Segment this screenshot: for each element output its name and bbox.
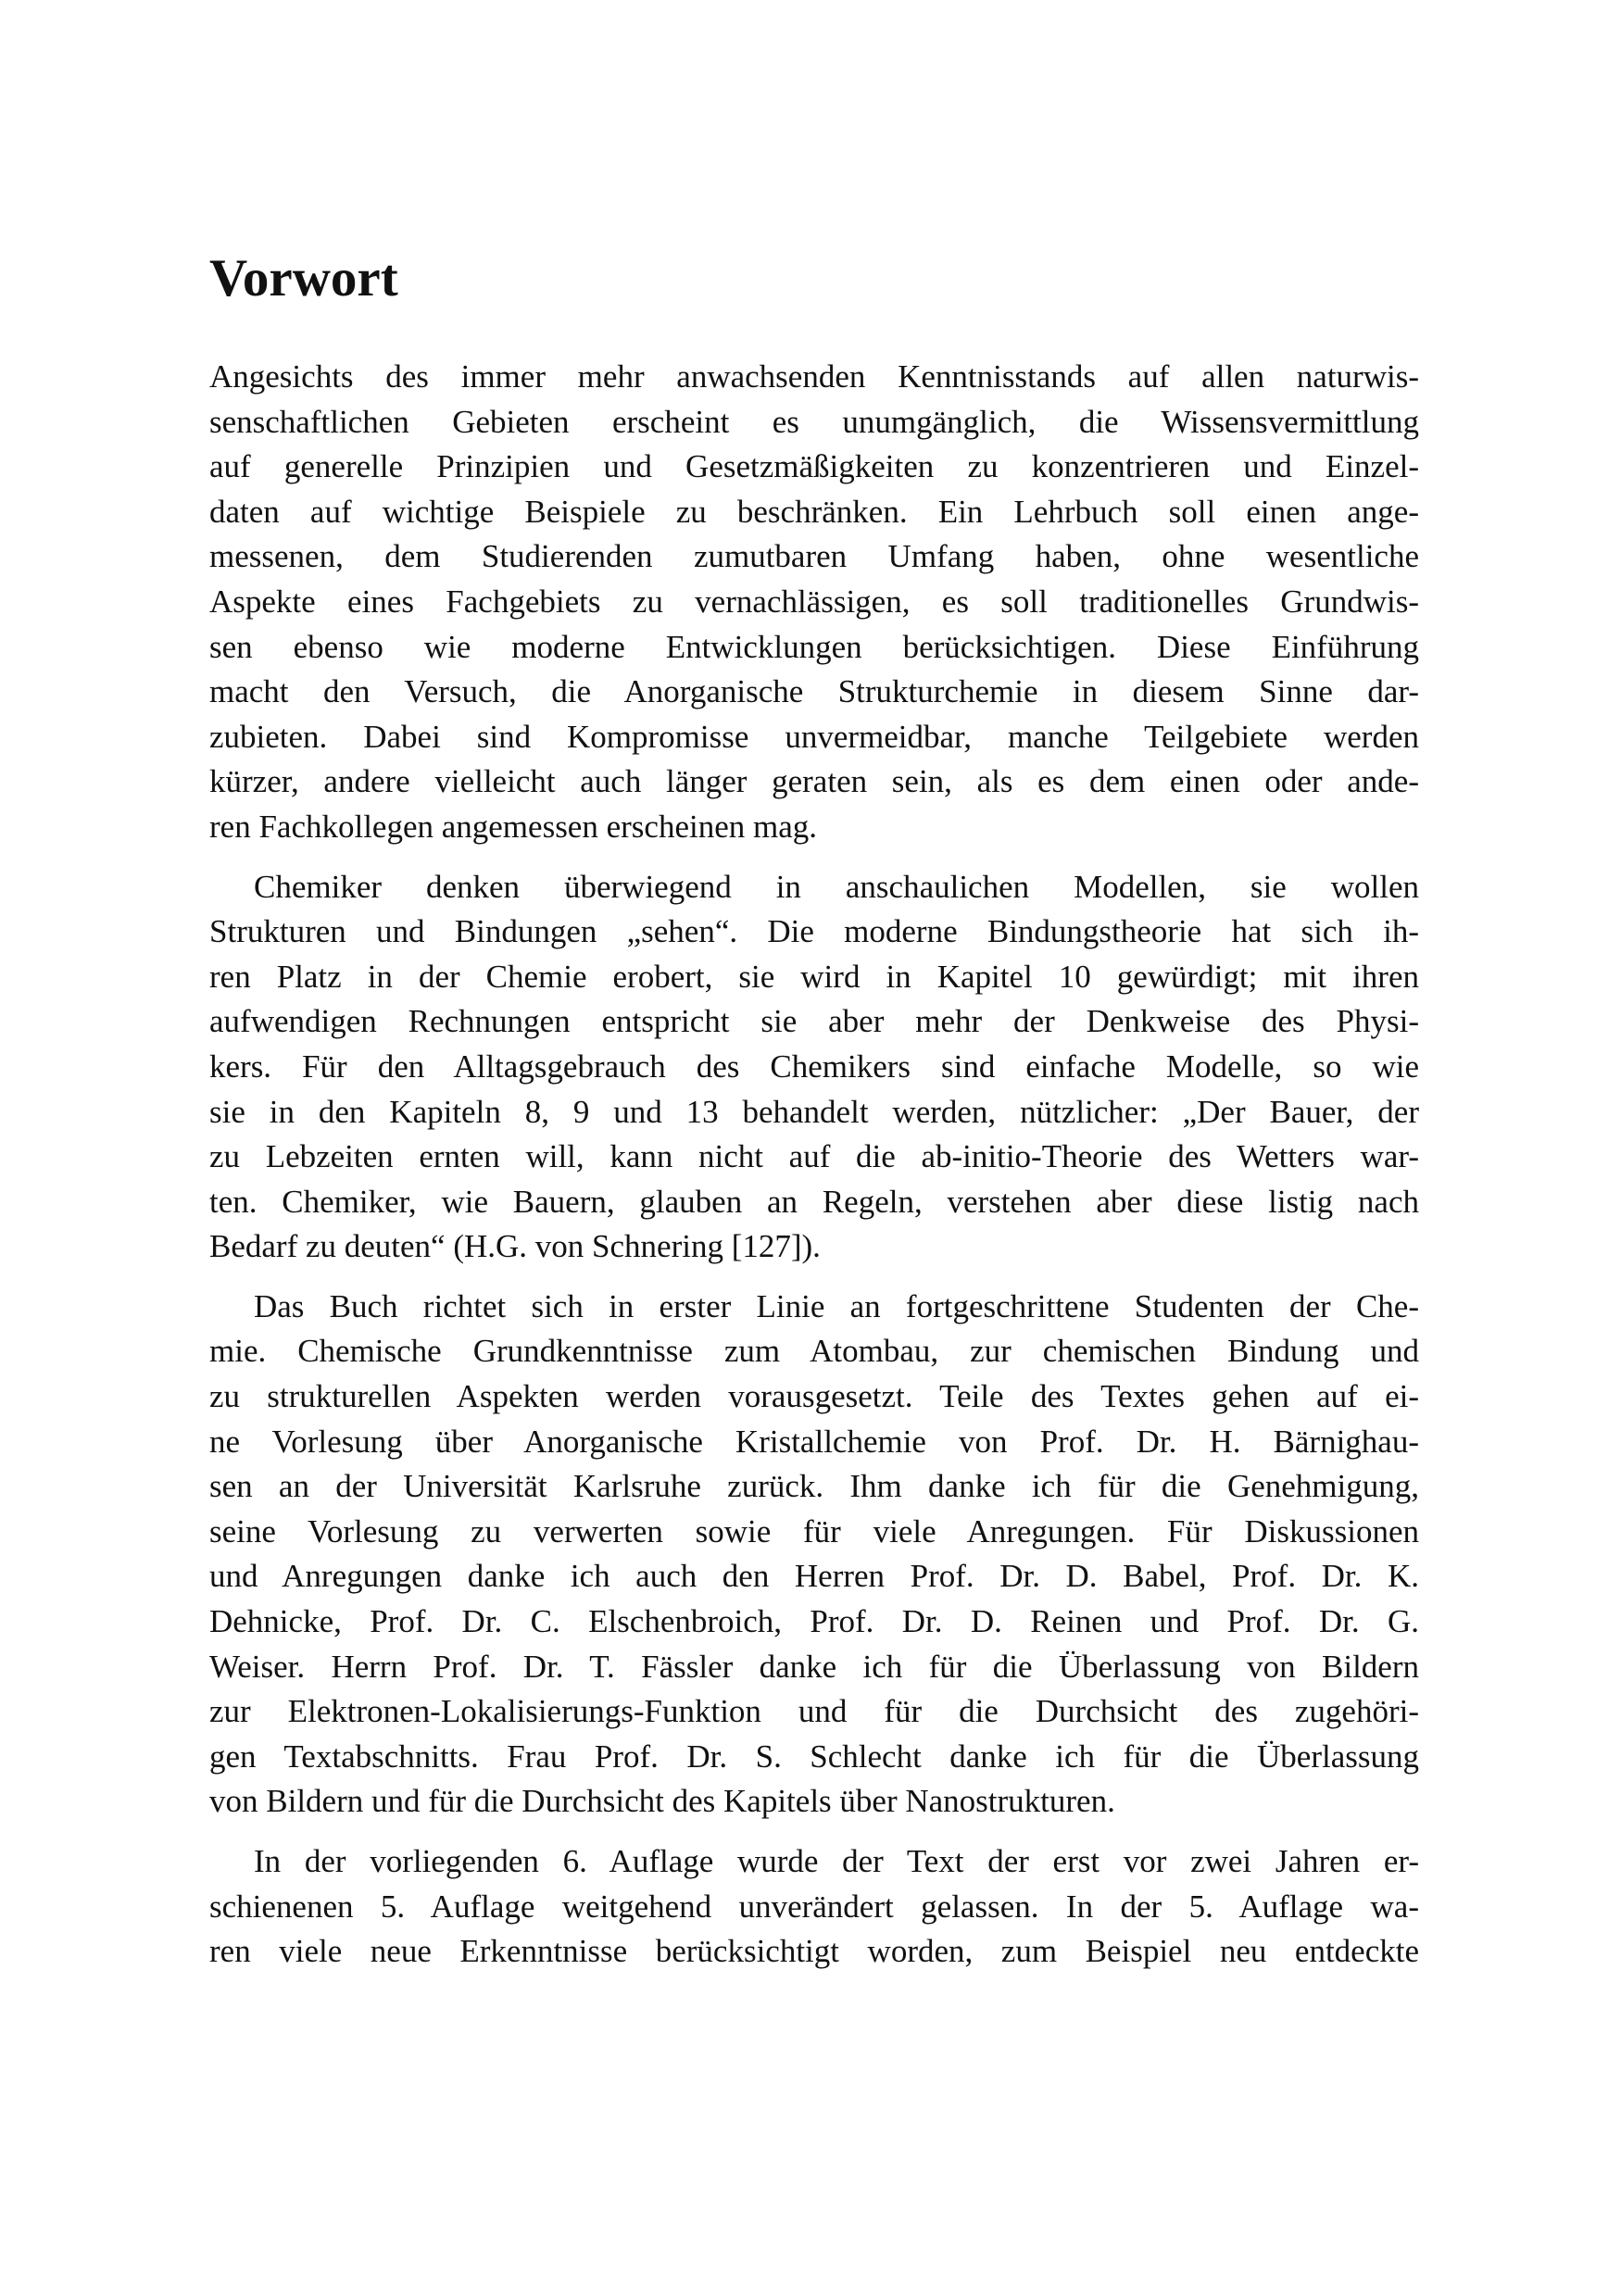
text-line: sen an der Universität Karlsruhe zurück. Ihm danke ich für die Genehmigung, <box>209 1468 1419 1505</box>
text-line: ten. Chemiker, wie Bauern, glauben an Regeln, verstehen aber diese listig nach <box>209 1183 1419 1220</box>
text-line: senschaftlichen Gebieten erscheint es unumgänglich, die Wissensvermittlung <box>209 403 1419 440</box>
text-line: Chemiker denken überwiegend in anschaulichen Modellen, sie wollen <box>254 868 1419 905</box>
text-line: Weiser. Herrn Prof. Dr. T. Fässler danke ich für die Überlassung von Bildern <box>209 1648 1419 1685</box>
text-line: seine Vorlesung zu verwerten sowie für viele Anregungen. Für Diskussionen <box>209 1512 1419 1549</box>
text-line: messenen, dem Studierenden zumutbaren Umfang haben, ohne wesentliche <box>209 538 1419 575</box>
text-line: ren Fachkollegen angemessen erscheinen mag. <box>209 808 817 845</box>
text-line: sie in den Kapiteln 8, 9 und 13 behandelt werden, nützlicher: „Der Bauer, der <box>209 1093 1419 1130</box>
text-line: In der vorliegenden 6. Auflage wurde der Text der erst vor zwei Jahren er- <box>254 1843 1419 1879</box>
text-line: und Anregungen danke ich auch den Herren Prof. Dr. D. Babel, Prof. Dr. K. <box>209 1558 1419 1595</box>
text-line: von Bildern und für die Durchsicht des Kapitels über Nanostrukturen. <box>209 1783 1115 1820</box>
text-line: gen Textabschnitts. Frau Prof. Dr. S. Schlecht danke ich für die Überlassung <box>209 1738 1419 1775</box>
text-line: ren viele neue Erkenntnisse berücksichtigt worden, zum Beispiel neu entdeckte <box>209 1933 1419 1970</box>
text-line: Strukturen und Bindungen „sehen“. Die moderne Bindungstheorie hat sich ih- <box>209 913 1419 950</box>
text-line: Das Buch richtet sich in erster Linie an fortgeschrittene Studenten der Che- <box>254 1287 1419 1324</box>
text-line: Aspekte eines Fachgebiets zu vernachlässigen, es soll traditionelles Grundwis- <box>209 583 1419 620</box>
text-line: ren Platz in der Chemie erobert, sie wird in Kapitel 10 gewürdigt; mit ihren <box>209 958 1419 995</box>
text-line: kürzer, andere vielleicht auch länger geraten sein, als es dem einen oder ande- <box>209 763 1419 800</box>
body-text <box>209 355 1419 1989</box>
paragraph <box>209 1839 1419 1975</box>
text-line: Bedarf zu deuten“ (H.G. von Schnering [127]). <box>209 1228 821 1265</box>
text-line: schienenen 5. Auflage weitgehend unverändert gelassen. In der 5. Auflage wa- <box>209 1888 1419 1925</box>
text-line: zubieten. Dabei sind Kompromisse unvermeidbar, manche Teilgebiete werden <box>209 718 1419 755</box>
text-line: zur Elektronen-Lokalisierungs-Funktion und für die Durchsicht des zugehöri- <box>209 1693 1419 1730</box>
text-line: zu Lebzeiten ernten will, kann nicht auf die ab-initio-Theorie des Wetters war- <box>209 1138 1419 1175</box>
text-line: auf generelle Prinzipien und Gesetzmäßigkeiten zu konzentrieren und Einzel- <box>209 448 1419 485</box>
text-line: daten auf wichtige Beispiele zu beschränken. Ein Lehrbuch soll einen ange- <box>209 493 1419 530</box>
text-line: Dehnicke, Prof. Dr. C. Elschenbroich, Prof. Dr. D. Reinen und Prof. Dr. G. <box>209 1603 1419 1640</box>
page-title: Vorwort <box>209 249 398 307</box>
text-line: mie. Chemische Grundkenntnisse zum Atombau, zur chemischen Bindung und <box>209 1333 1419 1370</box>
paragraph <box>209 355 1419 850</box>
text-line: sen ebenso wie moderne Entwicklungen berücksichtigen. Diese Einführung <box>209 628 1419 665</box>
text-line: kers. Für den Alltagsgebrauch des Chemikers sind einfache Modelle, so wie <box>209 1048 1419 1085</box>
text-line: macht den Versuch, die Anorganische Strukturchemie in diesem Sinne dar- <box>209 673 1419 710</box>
text-line: aufwendigen Rechnungen entspricht sie aber mehr der Denkweise des Physi- <box>209 1003 1419 1040</box>
paragraph <box>209 1285 1419 1825</box>
text-line: zu strukturellen Aspekten werden vorausgesetzt. Teile des Textes gehen auf ei- <box>209 1378 1419 1415</box>
text-line: Angesichts des immer mehr anwachsenden Kenntnisstands auf allen naturwis- <box>209 358 1419 395</box>
paragraph <box>209 865 1419 1270</box>
text-line: ne Vorlesung über Anorganische Kristallchemie von Prof. Dr. H. Bärnighau- <box>209 1423 1419 1460</box>
